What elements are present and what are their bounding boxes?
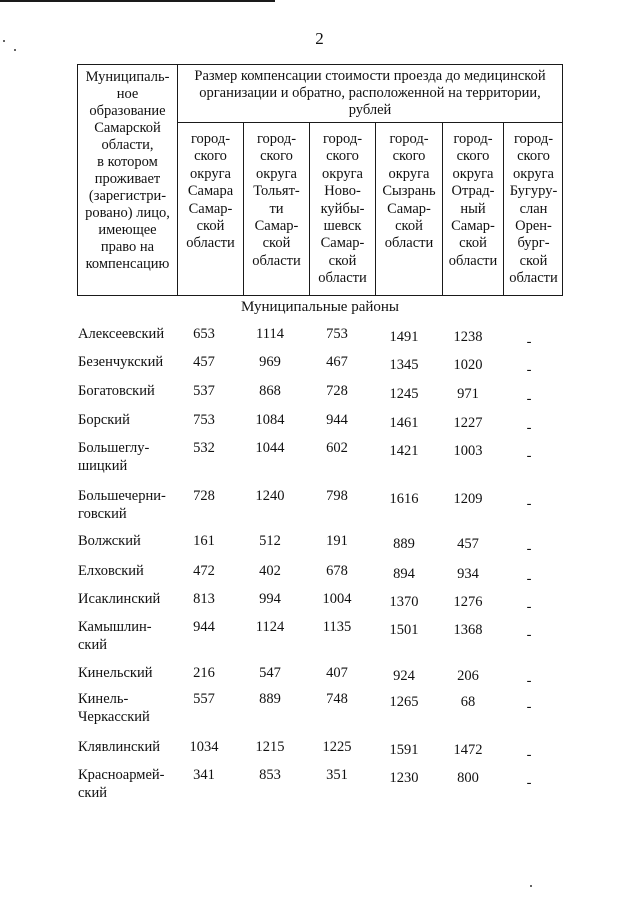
table-cell: 944 xyxy=(193,619,215,635)
table-cell: 602 xyxy=(326,440,348,456)
municipality-name: Алексеевский xyxy=(78,326,165,342)
municipality-name: Безенчукский xyxy=(78,354,164,370)
table-cell: - xyxy=(526,391,532,407)
table-cell: 1265 xyxy=(389,694,419,710)
table-cell: - xyxy=(526,334,532,350)
table-cell: - xyxy=(526,673,532,689)
municipality-name: Борский xyxy=(78,412,130,428)
table-cell: 1227 xyxy=(453,415,483,431)
table-cell: 813 xyxy=(193,591,215,607)
table-cell: 216 xyxy=(193,665,215,681)
table-cell: 472 xyxy=(193,563,215,579)
table-cell: 1034 xyxy=(189,739,219,755)
table-cell: - xyxy=(526,496,532,512)
table-cell: 1209 xyxy=(453,491,483,507)
table-cell: 868 xyxy=(259,383,281,399)
table-cell: 457 xyxy=(457,536,479,552)
scan-speck xyxy=(14,49,16,51)
table-cell: 1491 xyxy=(389,329,419,345)
header-column-samara: город- ского округа Самара Самар- ской области xyxy=(178,123,244,295)
municipality-name: Камышлин- ский xyxy=(78,619,152,653)
table-cell: 1501 xyxy=(389,622,419,638)
scan-speck xyxy=(530,885,532,887)
table-cell: 934 xyxy=(457,566,479,582)
table-cell: 1225 xyxy=(322,739,352,755)
table-cell: 1004 xyxy=(322,591,352,607)
table-cell: 457 xyxy=(193,354,215,370)
header-column-syzran: город- ского округа Сызрань Самар- ской области xyxy=(376,123,443,295)
table-cell: - xyxy=(526,541,532,557)
municipality-name: Красноармей- ский xyxy=(78,767,165,801)
table-cell: 191 xyxy=(326,533,348,549)
municipality-name: Клявлинский xyxy=(78,739,160,755)
table-cell: 68 xyxy=(460,694,476,710)
table-cell: - xyxy=(526,448,532,464)
table-cell: 402 xyxy=(259,563,281,579)
table-cell: 1245 xyxy=(389,386,419,402)
table-cell: 512 xyxy=(259,533,281,549)
table-cell: 1135 xyxy=(322,619,352,635)
table-cell: 161 xyxy=(193,533,215,549)
table-cell: 206 xyxy=(457,668,479,684)
table-cell: 853 xyxy=(259,767,281,783)
table-cell: 753 xyxy=(326,326,348,342)
table-cell: 1461 xyxy=(389,415,419,431)
table-cell: 1020 xyxy=(453,357,483,373)
table-cell: - xyxy=(526,699,532,715)
table-cell: 1616 xyxy=(389,491,419,507)
table-cell: 1044 xyxy=(255,440,285,456)
municipality-name: Волжский xyxy=(78,533,141,549)
table-cell: - xyxy=(526,420,532,436)
table-cell: 1472 xyxy=(453,742,483,758)
table-cell: - xyxy=(526,627,532,643)
table-cell: 407 xyxy=(326,665,348,681)
header-column-buguruslan: город- ского округа Бугуру- слан Орен- бург- ской области xyxy=(509,131,558,287)
header-compensation: Размер компенсации стоимости проезда до медицинской организации и обратно, расположенной на территории, рублей xyxy=(178,65,562,123)
table-cell: - xyxy=(526,571,532,587)
table-cell: 1230 xyxy=(389,770,419,786)
municipality-name: Исаклинский xyxy=(78,591,161,607)
table-cell: 798 xyxy=(326,488,348,504)
header-column-novokuybyshevsk: город- ского округа Ново- куйбы- шевск Самар- ской области xyxy=(310,123,376,295)
municipality-name: Кинель- Черкасский xyxy=(78,691,150,725)
header-column-otradny: город- ского округа Отрад- ный Самар- ской области xyxy=(443,123,504,295)
table-cell: 341 xyxy=(193,767,215,783)
table-cell: 678 xyxy=(326,563,348,579)
municipality-name: Большеглу- шицкий xyxy=(78,440,150,474)
municipality-name: Богатовский xyxy=(78,383,155,399)
municipality-name: Елховский xyxy=(78,563,144,579)
table-cell: 728 xyxy=(326,383,348,399)
table-cell: 532 xyxy=(193,440,215,456)
table-cell: 1084 xyxy=(255,412,285,428)
table-cell: 1591 xyxy=(389,742,419,758)
table-cell: 894 xyxy=(393,566,415,582)
table-cell: 557 xyxy=(193,691,215,707)
table-cell: 653 xyxy=(193,326,215,342)
table-cell: 1114 xyxy=(256,326,284,342)
table-cell: 1240 xyxy=(255,488,285,504)
table-cell: 753 xyxy=(193,412,215,428)
top-rule xyxy=(0,0,275,2)
table-cell: 994 xyxy=(259,591,281,607)
table-cell: 728 xyxy=(193,488,215,504)
table-cell: 748 xyxy=(326,691,348,707)
table-cell: 1003 xyxy=(453,443,483,459)
table-cell: 1368 xyxy=(453,622,483,638)
table-cell: 889 xyxy=(259,691,281,707)
header-column-tolyatti: город- ского округа Тольят- ти Самар- ской области xyxy=(244,123,310,295)
table-cell: 1238 xyxy=(453,329,483,345)
header-municipality: Муниципаль- ное образование Самарской области, в котором проживает (зарегистри- ровано) лицо, имеющее право на компенсацию xyxy=(78,65,178,295)
table-cell: 971 xyxy=(457,386,479,402)
section-title: Муниципальные районы xyxy=(240,299,400,315)
table-cell: 467 xyxy=(326,354,348,370)
table-cell: 547 xyxy=(259,665,281,681)
table-cell: 1276 xyxy=(453,594,483,610)
table-cell: 800 xyxy=(457,770,479,786)
table-cell: 1124 xyxy=(255,619,285,635)
table-cell: 1421 xyxy=(389,443,419,459)
municipality-name: Большечерни- говский xyxy=(78,488,166,522)
table-cell: - xyxy=(526,362,532,378)
table-header xyxy=(77,64,563,296)
table-cell: 889 xyxy=(393,536,415,552)
table-cell: 1345 xyxy=(389,357,419,373)
table-cell: - xyxy=(526,599,532,615)
table-cell: 924 xyxy=(393,668,415,684)
table-cell: 944 xyxy=(326,412,348,428)
table-cell: 1370 xyxy=(389,594,419,610)
table-cell: - xyxy=(526,747,532,763)
table-cell: 1215 xyxy=(255,739,285,755)
page-number: 2 xyxy=(315,29,324,48)
table-cell: 351 xyxy=(326,767,348,783)
municipality-name: Кинельский xyxy=(78,665,153,681)
table-cell: - xyxy=(526,775,532,791)
table-cell: 537 xyxy=(193,383,215,399)
table-cell: 969 xyxy=(259,354,281,370)
